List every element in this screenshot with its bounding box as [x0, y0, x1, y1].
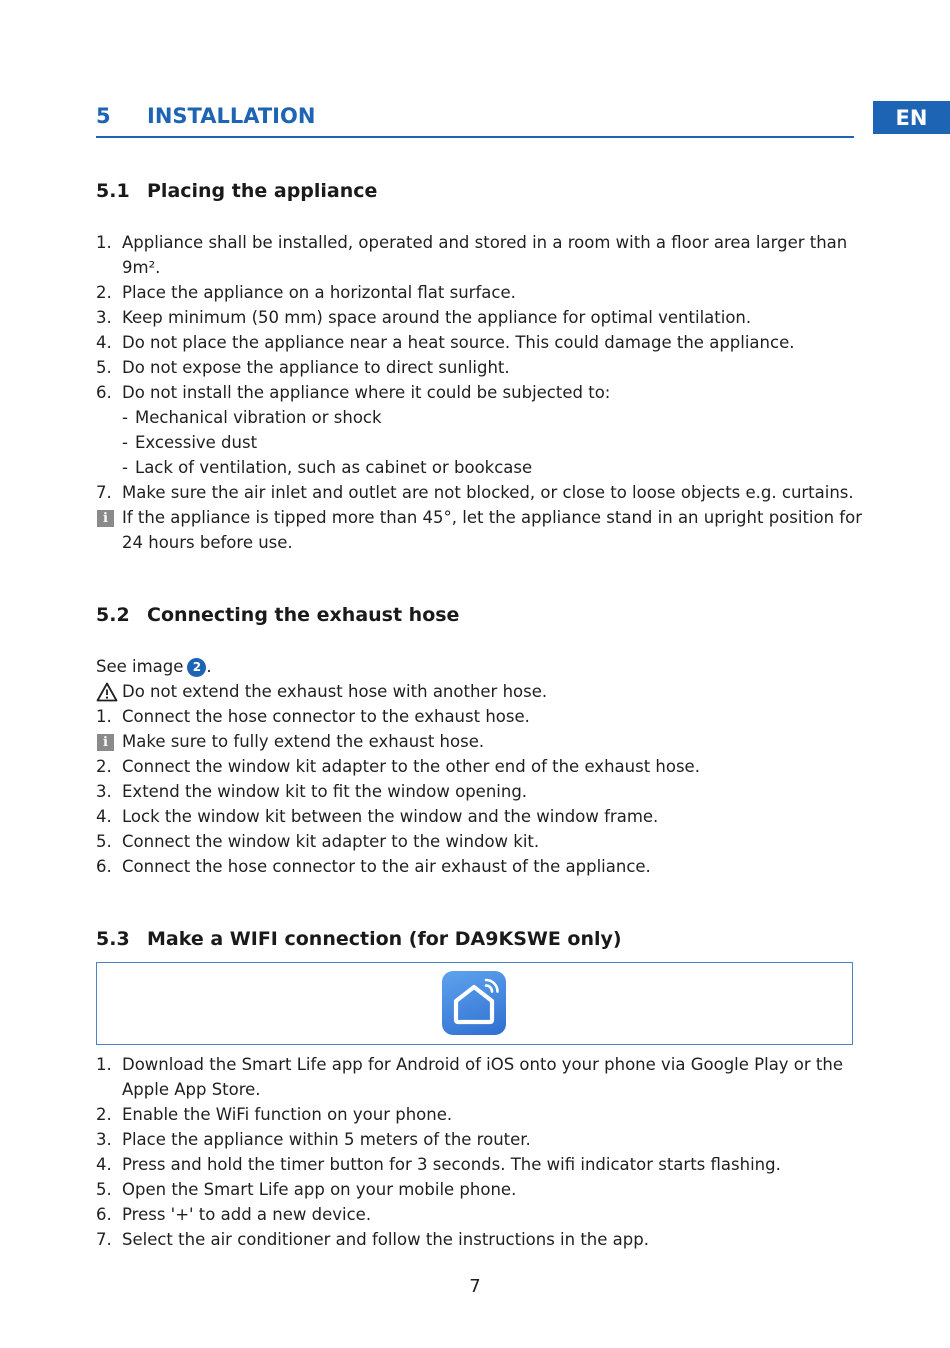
list-marker: 5.	[96, 1180, 112, 1199]
section-number: 5.1	[96, 180, 130, 202]
list-item	[96, 380, 856, 405]
list-text: Keep minimum (50 mm) space around the appliance for optimal ventilation.	[122, 308, 752, 327]
smart-life-app-icon	[442, 971, 506, 1035]
list-text: Apple App Store.	[122, 1080, 261, 1099]
list-item	[96, 480, 856, 505]
list-text: Appliance shall be installed, operated and stored in a room with a floor area larger than	[122, 233, 848, 252]
list-marker: 1.	[96, 1055, 112, 1074]
list-item	[96, 1102, 856, 1127]
list-text: Place the appliance on a horizontal flat surface.	[122, 283, 516, 302]
info-note	[96, 505, 862, 530]
info-text: Make sure to fully extend the exhaust hose.	[122, 732, 485, 751]
dash-marker: -	[122, 433, 128, 452]
section-title: Connecting the exhaust hose	[147, 604, 460, 626]
list-item	[96, 355, 856, 380]
list-item	[96, 1127, 856, 1152]
info-icon: i	[97, 734, 114, 751]
section-number: 5.3	[96, 928, 130, 950]
list-item	[96, 305, 856, 330]
list-text: Extend the window kit to fit the window opening.	[122, 782, 528, 801]
list-text: Open the Smart Life app on your mobile phone.	[122, 1180, 517, 1199]
page-number: 7	[469, 1276, 481, 1297]
language-tab: EN	[873, 101, 950, 134]
list-text: 9m².	[122, 258, 161, 277]
list-item	[96, 829, 856, 854]
dash-marker: -	[122, 458, 128, 477]
list-text: Lock the window kit between the window and the window frame.	[122, 807, 659, 826]
list-text: Make sure the air inlet and outlet are not blocked, or close to loose objects e.g. curtains.	[122, 483, 854, 502]
list-marker: 4.	[96, 807, 112, 826]
list-item	[96, 330, 856, 355]
chapter-heading	[96, 100, 854, 138]
list-item	[96, 1177, 856, 1202]
sub-list-text: Mechanical vibration or shock	[135, 408, 382, 427]
section-title: Placing the appliance	[147, 180, 378, 202]
app-icon-box	[96, 962, 853, 1045]
list-item	[96, 754, 856, 779]
warning-note	[96, 679, 856, 704]
list-item	[96, 280, 856, 305]
info-note-continued	[96, 530, 856, 555]
list-marker: 2.	[96, 1105, 112, 1124]
section-title: Make a WIFI connection (for DA9KSWE only)	[147, 928, 622, 950]
list-item	[96, 779, 856, 804]
section-number: 5.2	[96, 604, 130, 626]
warning-icon	[96, 682, 118, 702]
list-text: Place the appliance within 5 meters of the router.	[122, 1130, 531, 1149]
list-marker: 4.	[96, 333, 112, 352]
list-item	[96, 1202, 856, 1227]
list-item	[96, 1052, 856, 1077]
chapter-number: 5	[96, 104, 111, 128]
list-marker: 6.	[96, 383, 112, 402]
list-text: Do not place the appliance near a heat source. This could damage the appliance.	[122, 333, 795, 352]
list-item	[96, 1077, 856, 1102]
list-text: Enable the WiFi function on your phone.	[122, 1105, 453, 1124]
list-marker: 2.	[96, 283, 112, 302]
home-wifi-icon	[442, 971, 506, 1035]
image-number-badge: 2	[187, 658, 206, 677]
list-item	[96, 230, 856, 255]
see-image-text: See image	[96, 657, 184, 676]
list-text: Select the air conditioner and follow the instructions in the app.	[122, 1230, 649, 1249]
info-note	[96, 729, 856, 754]
sub-list-item	[96, 430, 856, 455]
list-text: Connect the window kit adapter to the other end of the exhaust hose.	[122, 757, 700, 776]
list-marker: 3.	[96, 782, 112, 801]
warning-text: Do not extend the exhaust hose with another hose.	[122, 682, 548, 701]
list-text: Connect the hose connector to the air exhaust of the appliance.	[122, 857, 651, 876]
sub-list-text: Excessive dust	[135, 433, 258, 452]
list-text: Press '+' to add a new device.	[122, 1205, 372, 1224]
list-marker: 5.	[96, 832, 112, 851]
info-text: 24 hours before use.	[122, 533, 293, 552]
list-marker: 3.	[96, 308, 112, 327]
list-marker: 7.	[96, 483, 112, 502]
list-text: Do not install the appliance where it could be subjected to:	[122, 383, 611, 402]
info-icon: i	[97, 510, 114, 527]
sub-list-item	[96, 455, 856, 480]
list-item	[96, 1227, 856, 1252]
list-item	[96, 804, 856, 829]
list-marker: 1.	[96, 707, 112, 726]
list-marker: 3.	[96, 1130, 112, 1149]
list-text: Connect the hose connector to the exhaust hose.	[122, 707, 530, 726]
info-text: If the appliance is tipped more than 45°, let the appliance stand in an upright position for	[122, 508, 862, 527]
list-item	[96, 704, 856, 729]
see-image-reference	[96, 654, 856, 679]
list-item	[96, 1152, 856, 1177]
list-item	[96, 255, 856, 280]
list-item	[96, 854, 856, 879]
list-marker: 6.	[96, 1205, 112, 1224]
list-text: Connect the window kit adapter to the window kit.	[122, 832, 540, 851]
see-image-suffix: .	[206, 657, 212, 676]
list-marker: 2.	[96, 757, 112, 776]
sub-list-text: Lack of ventilation, such as cabinet or bookcase	[135, 458, 533, 477]
list-marker: 4.	[96, 1155, 112, 1174]
list-text: Download the Smart Life app for Android of iOS onto your phone via Google Play or the	[122, 1055, 844, 1074]
list-marker: 5.	[96, 358, 112, 377]
sub-list-item	[96, 405, 856, 430]
chapter-title: INSTALLATION	[147, 104, 316, 128]
list-marker: 6.	[96, 857, 112, 876]
list-text: Do not expose the appliance to direct sunlight.	[122, 358, 510, 377]
dash-marker: -	[122, 408, 128, 427]
list-marker: 1.	[96, 233, 112, 252]
list-marker: 7.	[96, 1230, 112, 1249]
list-text: Press and hold the timer button for 3 seconds. The wifi indicator starts flashing.	[122, 1155, 781, 1174]
